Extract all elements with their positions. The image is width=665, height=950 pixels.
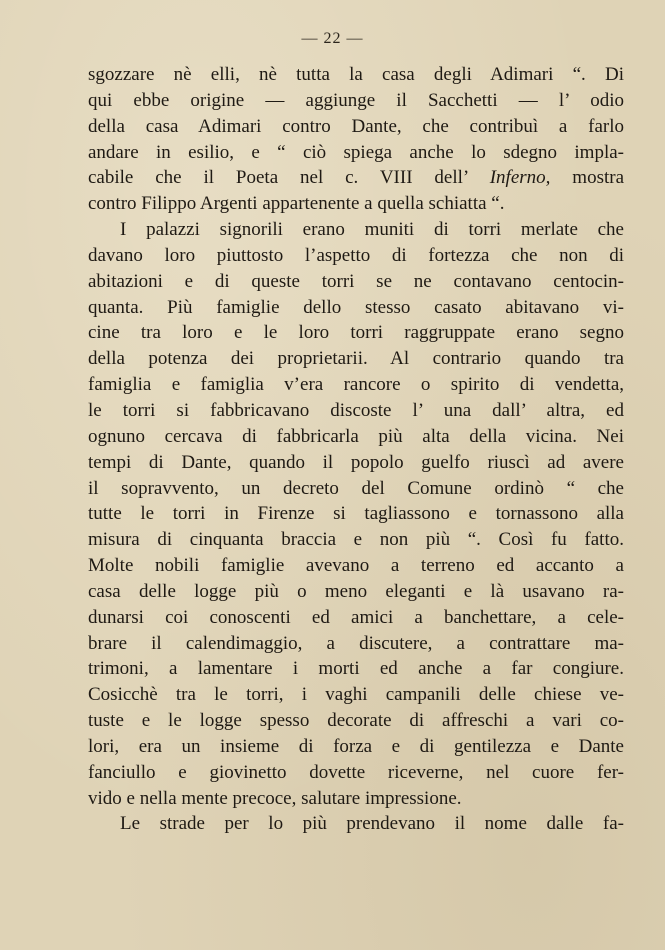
text-line: cine tra loro e le loro torri raggruppate erano segno bbox=[88, 322, 624, 344]
text-line: famiglia e famiglia v’era rancore o spirito di vendetta, bbox=[88, 374, 624, 396]
text-line: tutte le torri in Firenze si tagliassono e tornassono alla bbox=[88, 503, 624, 525]
text-line: casa delle logge più o meno eleganti e là usavano ra- bbox=[88, 580, 624, 602]
text-line: qui ebbe origine — aggiunge il Sacchetti — l’ odio bbox=[88, 89, 624, 111]
paragraph-start-line: I palazzi signorili erano muniti di torri merlate che bbox=[120, 219, 624, 241]
paragraph-start-line: Le strade per lo più prendevano il nome dalle fa- bbox=[120, 813, 624, 835]
text-line: trimoni, a lamentare i morti ed anche a far congiure. bbox=[88, 658, 624, 680]
line-segment: mostra bbox=[550, 167, 625, 189]
text-line: il sopravvento, un decreto del Comune ordinò “ che bbox=[88, 477, 624, 499]
text-line: abitazioni e di queste torri se ne contavano centocin- bbox=[88, 270, 624, 292]
text-line: dunarsi coi conoscenti ed amici a banchettare, a cele- bbox=[88, 606, 624, 628]
text-line: andare in esilio, e “ ciò spiega anche lo sdegno impla- bbox=[88, 141, 624, 163]
text-line: lori, era un insieme di forza e di gentilezza e Dante bbox=[88, 735, 624, 757]
text-line: Molte nobili famiglie avevano a terreno ed accanto a bbox=[88, 555, 624, 577]
text-line: brare il calendimaggio, a discutere, a contrattare ma- bbox=[88, 632, 624, 654]
text-line: misura di cinquanta braccia e non più “. Così fu fatto. bbox=[88, 529, 624, 551]
italic-title: Inferno, bbox=[489, 167, 551, 189]
paragraph-end-line: vido e nella mente precoce, salutare impressione. bbox=[88, 787, 462, 809]
line-segment: cabile che il Poeta nel c. VIII dell’ bbox=[88, 167, 490, 189]
text-line: sgozzare nè elli, nè tutta la casa degli Adimari “. Di bbox=[88, 64, 624, 85]
text-line: della potenza dei proprietarii. Al contrario quando tra bbox=[88, 348, 624, 370]
text-line: della casa Adimari contro Dante, che contribuì a farlo bbox=[88, 115, 624, 137]
text-line: quanta. Più famiglie dello stesso casato abitavano vi- bbox=[88, 296, 624, 318]
text-line: le torri si fabbricavano discoste l’ una dall’ altra, ed bbox=[88, 399, 624, 421]
text-line bbox=[88, 165, 624, 191]
text-line: Cosicchè tra le torri, i vaghi campanili delle chiese ve- bbox=[88, 684, 624, 706]
text-line: tempi di Dante, quando il popolo guelfo riuscì ad avere bbox=[88, 451, 624, 473]
text-line: fanciullo e giovinetto dovette riceverne, nel cuore fer- bbox=[88, 761, 624, 783]
page-number: — 22 — bbox=[301, 30, 364, 47]
text-line: tuste e le logge spesso decorate di affreschi a vari co- bbox=[88, 710, 624, 732]
text-line: davano loro piuttosto l’aspetto di fortezza che non di bbox=[88, 244, 624, 266]
paragraph-end-line: contro Filippo Argenti appartenente a quella schiatta “. bbox=[88, 193, 505, 215]
text-line: ognuno cercava di fabbricarla più alta della vicina. Nei bbox=[88, 425, 624, 447]
body-text bbox=[88, 62, 624, 837]
